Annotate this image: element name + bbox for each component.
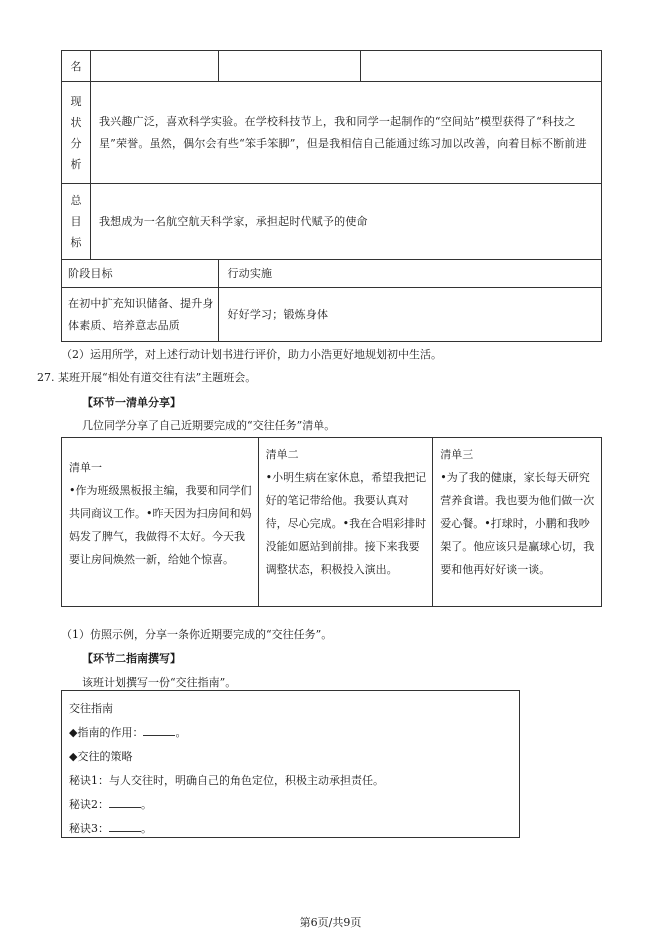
checklist-1-title: 清单一 [69,461,102,474]
section1-intro: 几位同学分享了自己近期要完成的“交往任务”清单。 [82,419,336,432]
question-1-text: （1）仿照示例，分享一条你近期要完成的“交往任务”。 [61,628,333,641]
action-plan-table [61,50,602,342]
checklist-row [62,438,602,607]
checklist-cell-1 [62,438,259,607]
name-row [62,51,602,82]
checklist-1-body: •作为班级黑板报主编，我要和同学们共同商议工作。•昨天因为扫房间和妈妈发了脾气，我做得不太好。今天我要让房间焕然一新，给她个惊喜。 [69,484,252,566]
checklist-3-title: 清单三 [440,448,474,461]
status-text-cell [90,82,601,184]
status-text: 我兴趣广泛，喜欢科学实验。在学校科技节上，我和同学一起制作的“空间站”模型获得了“科技之星”荣誉。虽然，偶尔会有些“笨手笨脚”，但是我相信自己能通过练习加以改善，向着目标不断前进 [98,114,587,150]
name-label: 名 [62,51,91,82]
stage-header: 阶段目标 [62,260,219,288]
answer-blank[interactable] [109,821,141,832]
checklist-cell-2 [258,438,433,607]
answer-blank[interactable] [143,725,175,736]
section2-title: 【环节二指南撰写】 [82,652,181,665]
guide-tip2-line: 秘诀2： 。 [69,798,152,811]
guide-title: 交往指南 [69,702,113,715]
stage-content-row [62,288,602,342]
guide-role-line: ◆指南的作用： 。 [69,726,187,739]
guide-tip2-label: 秘诀2： [69,798,109,811]
empty-cell [360,51,601,82]
goal-row [62,184,602,260]
section2-intro: 该班计划撰写一份“交往指南”。 [82,676,237,689]
empty-cell [90,51,219,82]
action-cell [219,288,602,342]
goal-text: 我想成为一名航空航天科学家，承担起时代赋予的使命 [98,214,368,228]
checklist-table [61,437,602,607]
checklist-3-body: •为了我的健康，家长每天研究营养食谱。我也要为他们做一次爱心餐。•打球时，小鹏和我吵架了。他应该只是赢球心切，我要和他再好好谈一谈。 [440,471,595,576]
checklist-2-body: •小明生病在家休息，希望我把记好的笔记带给他。我要认真对待，尽心完成。•我在合唱彩排时没能如愿站到前排。接下来我要调整状态，积极投入演出。 [265,471,427,576]
guide-role-label: ◆指南的作用： [69,726,144,739]
goal-text-cell [90,184,601,260]
page-footer: 第6页/共9页 [299,916,362,929]
stage-header-row [62,260,602,288]
stage-cell [62,288,219,342]
question-27-text: 27. 某班开展“相处有道交往有法”主题班会。 [37,371,257,384]
answer-blank[interactable] [109,797,141,808]
guide-strategy-label: ◆交往的策略 [69,750,133,763]
guide-tip3-line: 秘诀3： 。 [69,822,152,835]
checklist-2-title: 清单二 [265,448,299,461]
guide-tip1: 秘诀1：与人交往时，明确自己的角色定位，积极主动承担责任。 [69,774,384,787]
guide-box [61,690,520,838]
goal-label: 总目标 [62,184,91,260]
checklist-cell-3 [433,438,602,607]
action-text: 好好学习；锻炼身体 [227,307,329,321]
empty-cell [219,51,360,82]
section1-title: 【环节一清单分享】 [82,396,181,409]
status-label: 现状分析 [62,82,91,184]
stage-text: 在初中扩充知识储备、提升身体素质、培养意志品质 [68,296,214,332]
status-row [62,82,602,184]
action-header: 行动实施 [219,260,602,288]
question-2-text: （2）运用所学，对上述行动计划书进行评价，助力小浩更好地规划初中生活。 [61,348,442,361]
guide-tip3-label: 秘诀3： [69,822,109,835]
